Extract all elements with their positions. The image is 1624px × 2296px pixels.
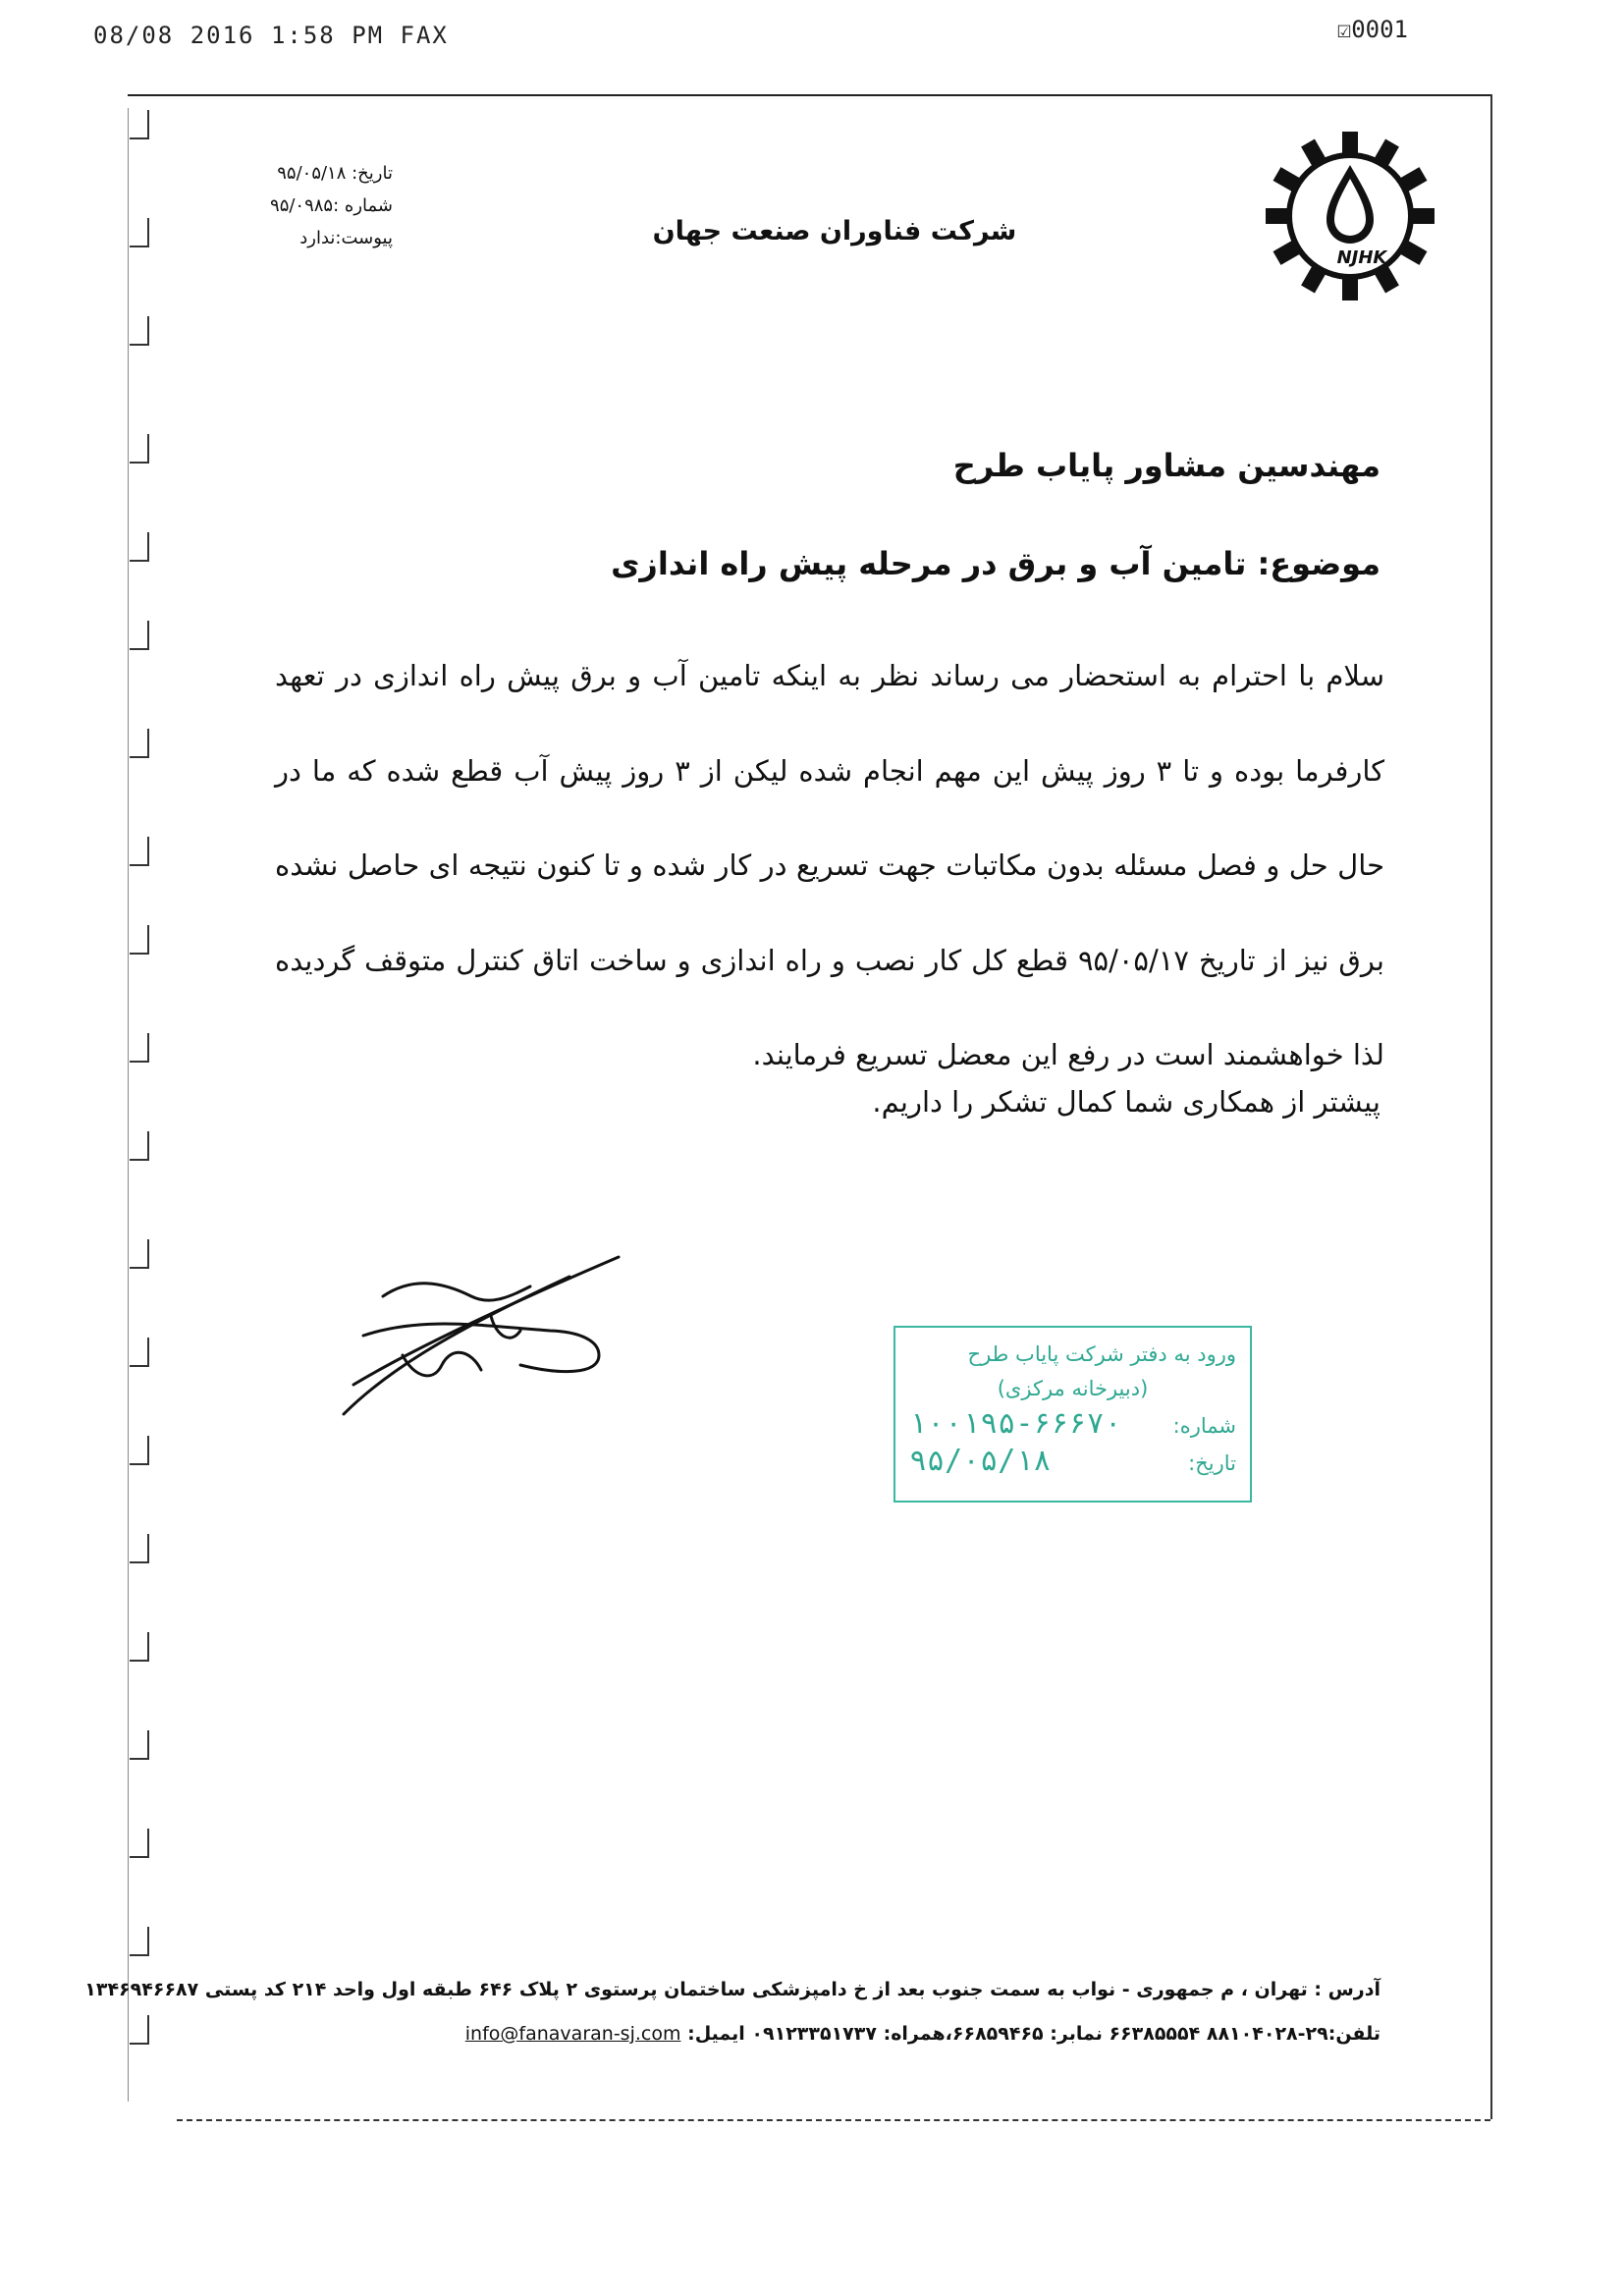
punch-mark — [147, 1730, 149, 1760]
closing-line: پیشتر از همکاری شما کمال تشکر را داریم. — [872, 1085, 1380, 1119]
punch-mark — [130, 462, 149, 464]
letter-date: تاریخ: ۹۵/۰۵/۱۸ — [277, 163, 393, 184]
letter-body — [275, 629, 1384, 1103]
logo-text: NJHK — [1336, 247, 1387, 268]
stamp-date-value: ۹۵/۰۵/۱۸ — [909, 1444, 1052, 1478]
punch-mark — [147, 1436, 149, 1465]
punch-mark — [130, 1954, 149, 1956]
punch-mark — [147, 532, 149, 562]
punch-mark — [130, 864, 149, 866]
punch-mark — [130, 756, 149, 758]
punch-mark — [147, 1033, 149, 1063]
stamp-subtitle: (دبیرخانه مرکزی) — [997, 1377, 1149, 1400]
punch-mark — [147, 2015, 149, 2045]
punch-mark — [130, 246, 149, 247]
punch-mark — [147, 837, 149, 866]
footer-phones: تلفن:۲۹-۸۸۱۰۴۰۲۸ ۶۶۳۸۵۵۵۴ نمابر: ۶۶۸۵۹۴۶۵،همراه: ۰۹۱۲۳۳۵۱۷۳۷ ایمیل: — [687, 2023, 1380, 2045]
punch-mark — [130, 953, 149, 955]
frame-left-line — [128, 108, 129, 2102]
frame-right-line — [1490, 94, 1492, 2119]
punch-mark — [130, 1463, 149, 1465]
stamp-date-label: تاریخ: — [1188, 1451, 1236, 1475]
punch-mark — [130, 344, 149, 346]
punch-mark — [130, 2043, 149, 2045]
company-name: شرکت فناوران صنعت جهان — [652, 216, 1017, 246]
punch-mark — [147, 925, 149, 955]
punch-mark — [147, 1534, 149, 1563]
frame-top-line — [128, 94, 1490, 96]
handwritten-signature — [324, 1237, 638, 1434]
footer-contacts — [465, 2023, 1380, 2045]
punch-mark — [147, 434, 149, 464]
letter-attachment: پیوست:ندارد — [299, 228, 393, 248]
punch-mark — [147, 1338, 149, 1367]
punch-mark — [147, 621, 149, 650]
punch-mark — [130, 648, 149, 650]
company-logo-icon — [1252, 118, 1448, 314]
punch-mark — [147, 1131, 149, 1161]
footer-email-link[interactable]: info@fanavaran-sj.com — [464, 2023, 681, 2045]
punch-mark — [130, 1561, 149, 1563]
fax-header: 08/08 2016 1:58 PM FAX — [93, 22, 449, 49]
punch-mark — [130, 1660, 149, 1662]
punch-mark — [147, 1632, 149, 1662]
punch-mark — [130, 1365, 149, 1367]
punch-mark — [130, 560, 149, 562]
footer-address: آدرس : تهران ، م جمهوری - نواب به سمت جنوب بعد از خ دامپزشکی ساختمان پرستوی ۲ پلاک ۶۴۶ طبقه اول واحد ۲۱۴ کد پستی ۱۳۴۶۹۴۶۶۸۷ — [84, 1979, 1380, 2000]
punch-mark — [130, 1856, 149, 1858]
stamp-number-value: ۱۰۰۱۹۵-۶۶۶۷۰ — [909, 1406, 1122, 1441]
letter-number: شماره :۹۵/۰۹۸۵ — [270, 195, 393, 216]
stamp-title: ورود به دفتر شرکت پایاب طرح — [967, 1342, 1236, 1366]
punch-mark — [147, 729, 149, 758]
stamp-number-label: شماره: — [1172, 1414, 1236, 1438]
letter-meta — [196, 157, 393, 254]
reception-stamp — [893, 1326, 1252, 1503]
punch-mark — [130, 1061, 149, 1063]
recipient: مهندسین مشاور پایاب طرح — [952, 447, 1380, 484]
subject-line: موضوع: تامین آب و برق در مرحله پیش راه اندازی — [611, 545, 1380, 582]
punch-mark — [130, 137, 149, 139]
punch-mark — [147, 110, 149, 139]
frame-bottom-line — [177, 2119, 1490, 2121]
body-paragraph: سلام با احترام به استحضار می رساند نظر به اینکه تامین آب و برق پیش راه اندازی در تعهد کارفرما بوده و تا ۳ روز پیش این مهم انجام شده لیکن از ۳ روز پیش آب قطع شده که ما در حال حل و فصل مسئله بدون مکاتبات جهت تسریع در کار شده و تا کنون نتیجه ای حاصل نشده برق نیز از تاریخ ۹۵/۰۵/۱۷ قطع کل کار نصب و راه اندازی و ساخت اتاق کنترل متوقف گردیده لذا خواهشمند است در رفع این معضل تسریع فرمایند. — [275, 659, 1385, 1071]
punch-mark — [147, 1239, 149, 1269]
punch-mark — [130, 1159, 149, 1161]
punch-mark — [147, 1927, 149, 1956]
punch-mark — [147, 218, 149, 247]
punch-mark — [130, 1267, 149, 1269]
punch-mark — [147, 1829, 149, 1858]
fax-page-number: ☑0001 — [1336, 16, 1408, 43]
punch-mark — [130, 1758, 149, 1760]
punch-mark — [147, 316, 149, 346]
